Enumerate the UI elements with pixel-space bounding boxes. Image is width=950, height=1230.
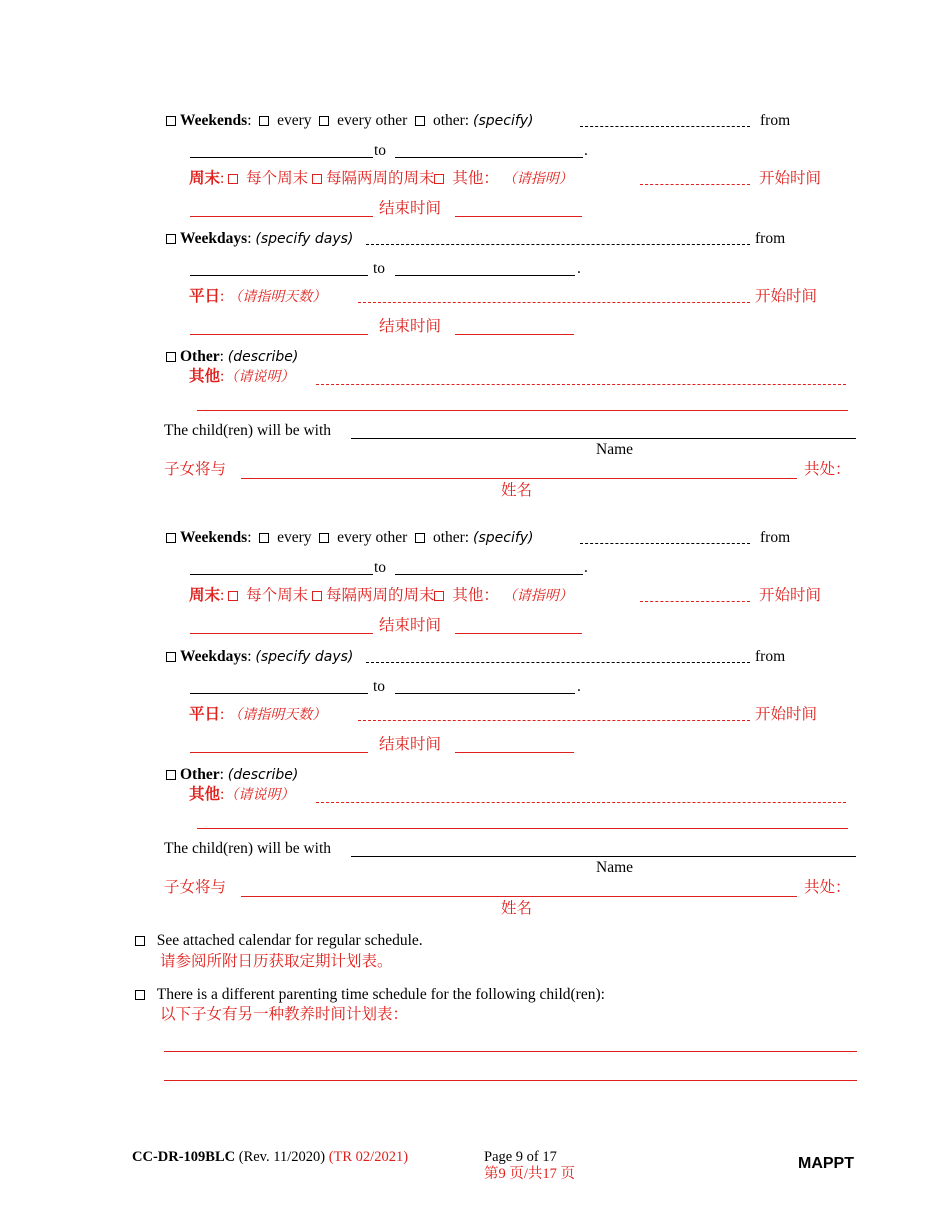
weekdays-to-field[interactable] bbox=[395, 693, 575, 694]
specify-days-zh-hint: （请指明天数） bbox=[228, 289, 327, 305]
footer-form-id bbox=[132, 1148, 408, 1166]
every-other-zh-label: 每隔两周的周末 bbox=[325, 587, 435, 604]
specify-days-zh-hint: （请指明天数） bbox=[228, 707, 327, 723]
name-caption: Name bbox=[596, 441, 634, 458]
weekdays-zh-end-field[interactable] bbox=[455, 752, 574, 753]
with-name-field[interactable] bbox=[351, 856, 856, 857]
other-zh-checkbox[interactable] bbox=[434, 591, 444, 601]
calendar-row bbox=[135, 932, 423, 950]
every-zh-label: 每个周末 bbox=[246, 587, 309, 604]
with-label: The child(ren) will be with bbox=[164, 840, 332, 857]
calendar-checkbox[interactable] bbox=[135, 936, 145, 946]
with-zh-label: 子女将与 bbox=[164, 879, 227, 896]
weekends-to-field[interactable] bbox=[395, 157, 583, 158]
other-describe-field[interactable] bbox=[316, 802, 846, 803]
period: . bbox=[584, 142, 588, 159]
period: . bbox=[584, 559, 588, 576]
weekends-zh-label: 周末 bbox=[189, 170, 221, 187]
other-zh-row: 其他:（请说明） bbox=[189, 368, 295, 385]
other-describe-checkbox[interactable] bbox=[166, 352, 176, 362]
other-zh-label: 其他： bbox=[452, 170, 499, 187]
every-other-zh-label: 每隔两周的周末 bbox=[325, 170, 435, 187]
different-schedule-field-1[interactable] bbox=[164, 1051, 857, 1052]
every-other-zh-checkbox[interactable] bbox=[312, 174, 322, 184]
weekends-from-field[interactable] bbox=[190, 574, 373, 575]
other-describe-checkbox[interactable] bbox=[166, 770, 176, 780]
specify-hint: (specify) bbox=[472, 530, 534, 546]
weekends-zh-row: 周末: 每个周末 每隔两周的周末 其他： （请指明） bbox=[189, 170, 573, 187]
weekdays-specify-field[interactable] bbox=[366, 244, 750, 245]
weekends-zh-specify-field[interactable] bbox=[640, 601, 750, 602]
every-other-zh-checkbox[interactable] bbox=[312, 591, 322, 601]
every-checkbox[interactable] bbox=[259, 533, 269, 543]
every-zh-checkbox[interactable] bbox=[228, 174, 238, 184]
weekdays-zh-start-field[interactable] bbox=[190, 334, 368, 335]
different-schedule-text: There is a different parenting time schedule for the following child(ren): bbox=[156, 986, 605, 1003]
weekends-label: Weekends bbox=[180, 529, 248, 546]
end-time-label: 结束时间 bbox=[379, 736, 442, 753]
form-id: CC-DR-109BLC bbox=[132, 1149, 236, 1165]
other-describe-label: Other bbox=[180, 348, 220, 365]
with-zh-name-field[interactable] bbox=[241, 478, 797, 479]
weekends-zh-start-field[interactable] bbox=[190, 216, 373, 217]
other-zh-label: 其他： bbox=[452, 587, 499, 604]
from-label: from bbox=[755, 648, 786, 665]
every-label: every bbox=[277, 112, 312, 129]
every-other-label: every other bbox=[337, 529, 408, 546]
end-time-label: 结束时间 bbox=[379, 617, 442, 634]
every-zh-label: 每个周末 bbox=[246, 170, 309, 187]
different-schedule-zh-text: 以下子女有另一种教养时间计划表： bbox=[160, 1006, 409, 1023]
weekends-zh-label: 周末 bbox=[189, 587, 221, 604]
start-time-label: 开始时间 bbox=[755, 706, 818, 723]
weekends-specify-field[interactable] bbox=[580, 543, 750, 544]
from-label: from bbox=[760, 112, 791, 129]
start-time-label: 开始时间 bbox=[759, 587, 822, 604]
weekends-to-field[interactable] bbox=[395, 574, 583, 575]
weekdays-zh-row: 平日: （请指明天数） bbox=[189, 706, 327, 723]
specify-zh-hint: （请指明） bbox=[502, 171, 573, 187]
weekends-zh-end-field[interactable] bbox=[455, 216, 582, 217]
specify-days-hint: (specify days) bbox=[255, 231, 354, 247]
from-label: from bbox=[760, 529, 791, 546]
weekdays-row: Weekdays: (specify days) bbox=[166, 230, 353, 248]
weekends-row: Weekends: every every other other: (specify) bbox=[166, 112, 534, 130]
different-schedule-checkbox[interactable] bbox=[135, 990, 145, 1000]
other-label: other: bbox=[432, 529, 470, 546]
to-label: to bbox=[374, 142, 387, 159]
weekdays-zh-specify-field[interactable] bbox=[358, 720, 750, 721]
with-zh-suffix: 共处： bbox=[804, 461, 851, 478]
form-code: MAPPT bbox=[798, 1155, 854, 1172]
weekdays-specify-field[interactable] bbox=[366, 662, 750, 663]
weekdays-from-field[interactable] bbox=[190, 275, 368, 276]
specify-zh-hint: （请指明） bbox=[502, 588, 573, 604]
weekdays-to-field[interactable] bbox=[395, 275, 575, 276]
other-describe-field[interactable] bbox=[316, 384, 846, 385]
end-time-label: 结束时间 bbox=[379, 318, 442, 335]
to-label: to bbox=[373, 260, 386, 277]
with-name-field[interactable] bbox=[351, 438, 856, 439]
to-label: to bbox=[373, 678, 386, 695]
weekends-checkbox[interactable] bbox=[166, 533, 176, 543]
different-schedule-field-2[interactable] bbox=[164, 1080, 857, 1081]
name-zh-caption: 姓名 bbox=[501, 482, 533, 499]
to-label: to bbox=[374, 559, 387, 576]
other-zh-describe-label: 其他 bbox=[189, 786, 221, 803]
every-label: every bbox=[277, 529, 312, 546]
other-zh-describe-label: 其他 bbox=[189, 368, 221, 385]
weekends-row: Weekends: every every other other: (specify) bbox=[166, 529, 534, 547]
weekdays-label: Weekdays bbox=[180, 230, 248, 247]
calendar-text: See attached calendar for regular schedule. bbox=[156, 932, 423, 949]
every-other-label: every other bbox=[337, 112, 408, 129]
start-time-label: 开始时间 bbox=[759, 170, 822, 187]
other-row: Other: (describe) bbox=[166, 348, 298, 366]
weekdays-zh-label: 平日 bbox=[189, 288, 221, 305]
weekdays-zh-label: 平日 bbox=[189, 706, 221, 723]
weekdays-checkbox[interactable] bbox=[166, 652, 176, 662]
weekdays-zh-specify-field[interactable] bbox=[358, 302, 750, 303]
describe-hint: (describe) bbox=[227, 767, 299, 783]
name-caption: Name bbox=[596, 859, 634, 876]
weekends-checkbox[interactable] bbox=[166, 116, 176, 126]
weekends-from-field[interactable] bbox=[190, 157, 373, 158]
page-number-zh: 第9 页/共17 页 bbox=[484, 1166, 576, 1182]
weekdays-row: Weekdays: (specify days) bbox=[166, 648, 353, 666]
weekdays-from-field[interactable] bbox=[190, 693, 368, 694]
weekends-specify-field[interactable] bbox=[580, 126, 750, 127]
every-other-checkbox[interactable] bbox=[319, 116, 329, 126]
weekends-label: Weekends bbox=[180, 112, 248, 129]
every-checkbox[interactable] bbox=[259, 116, 269, 126]
other-zh-row: 其他:（请说明） bbox=[189, 786, 295, 803]
specify-hint: (specify) bbox=[472, 113, 534, 129]
describe-zh-hint: （请说明） bbox=[224, 787, 295, 803]
from-label: from bbox=[755, 230, 786, 247]
weekdays-checkbox[interactable] bbox=[166, 234, 176, 244]
with-zh-suffix: 共处： bbox=[804, 879, 851, 896]
other-checkbox[interactable] bbox=[415, 116, 425, 126]
with-zh-label: 子女将与 bbox=[164, 461, 227, 478]
describe-hint: (describe) bbox=[227, 349, 299, 365]
weekends-zh-end-field[interactable] bbox=[455, 633, 582, 634]
weekdays-zh-end-field[interactable] bbox=[455, 334, 574, 335]
different-schedule-row bbox=[135, 986, 605, 1004]
weekdays-zh-row: 平日: （请指明天数） bbox=[189, 288, 327, 305]
other-describe-field-2[interactable] bbox=[197, 828, 848, 829]
other-checkbox[interactable] bbox=[415, 533, 425, 543]
other-describe-label: Other bbox=[180, 766, 220, 783]
calendar-zh-text: 请参阅所附日历获取定期计划表。 bbox=[160, 953, 393, 970]
name-zh-caption: 姓名 bbox=[501, 900, 533, 917]
every-zh-checkbox[interactable] bbox=[228, 591, 238, 601]
page-number: Page 9 of 17 bbox=[484, 1149, 557, 1165]
period: . bbox=[577, 260, 581, 277]
weekends-zh-start-field[interactable] bbox=[190, 633, 373, 634]
specify-days-hint: (specify days) bbox=[255, 649, 354, 665]
revision: (Rev. 11/2020) bbox=[238, 1149, 326, 1165]
weekdays-label: Weekdays bbox=[180, 648, 248, 665]
other-row: Other: (describe) bbox=[166, 766, 298, 784]
weekdays-zh-start-field[interactable] bbox=[190, 752, 368, 753]
other-zh-checkbox[interactable] bbox=[434, 174, 444, 184]
translation-revision: (TR 02/2021) bbox=[328, 1149, 409, 1165]
with-label: The child(ren) will be with bbox=[164, 422, 332, 439]
every-other-checkbox[interactable] bbox=[319, 533, 329, 543]
other-label: other: bbox=[432, 112, 470, 129]
end-time-label: 结束时间 bbox=[379, 200, 442, 217]
other-describe-field-2[interactable] bbox=[197, 410, 848, 411]
weekends-zh-specify-field[interactable] bbox=[640, 184, 750, 185]
start-time-label: 开始时间 bbox=[755, 288, 818, 305]
describe-zh-hint: （请说明） bbox=[224, 369, 295, 385]
with-zh-name-field[interactable] bbox=[241, 896, 797, 897]
period: . bbox=[577, 678, 581, 695]
weekends-zh-row: 周末: 每个周末 每隔两周的周末 其他： （请指明） bbox=[189, 587, 573, 604]
